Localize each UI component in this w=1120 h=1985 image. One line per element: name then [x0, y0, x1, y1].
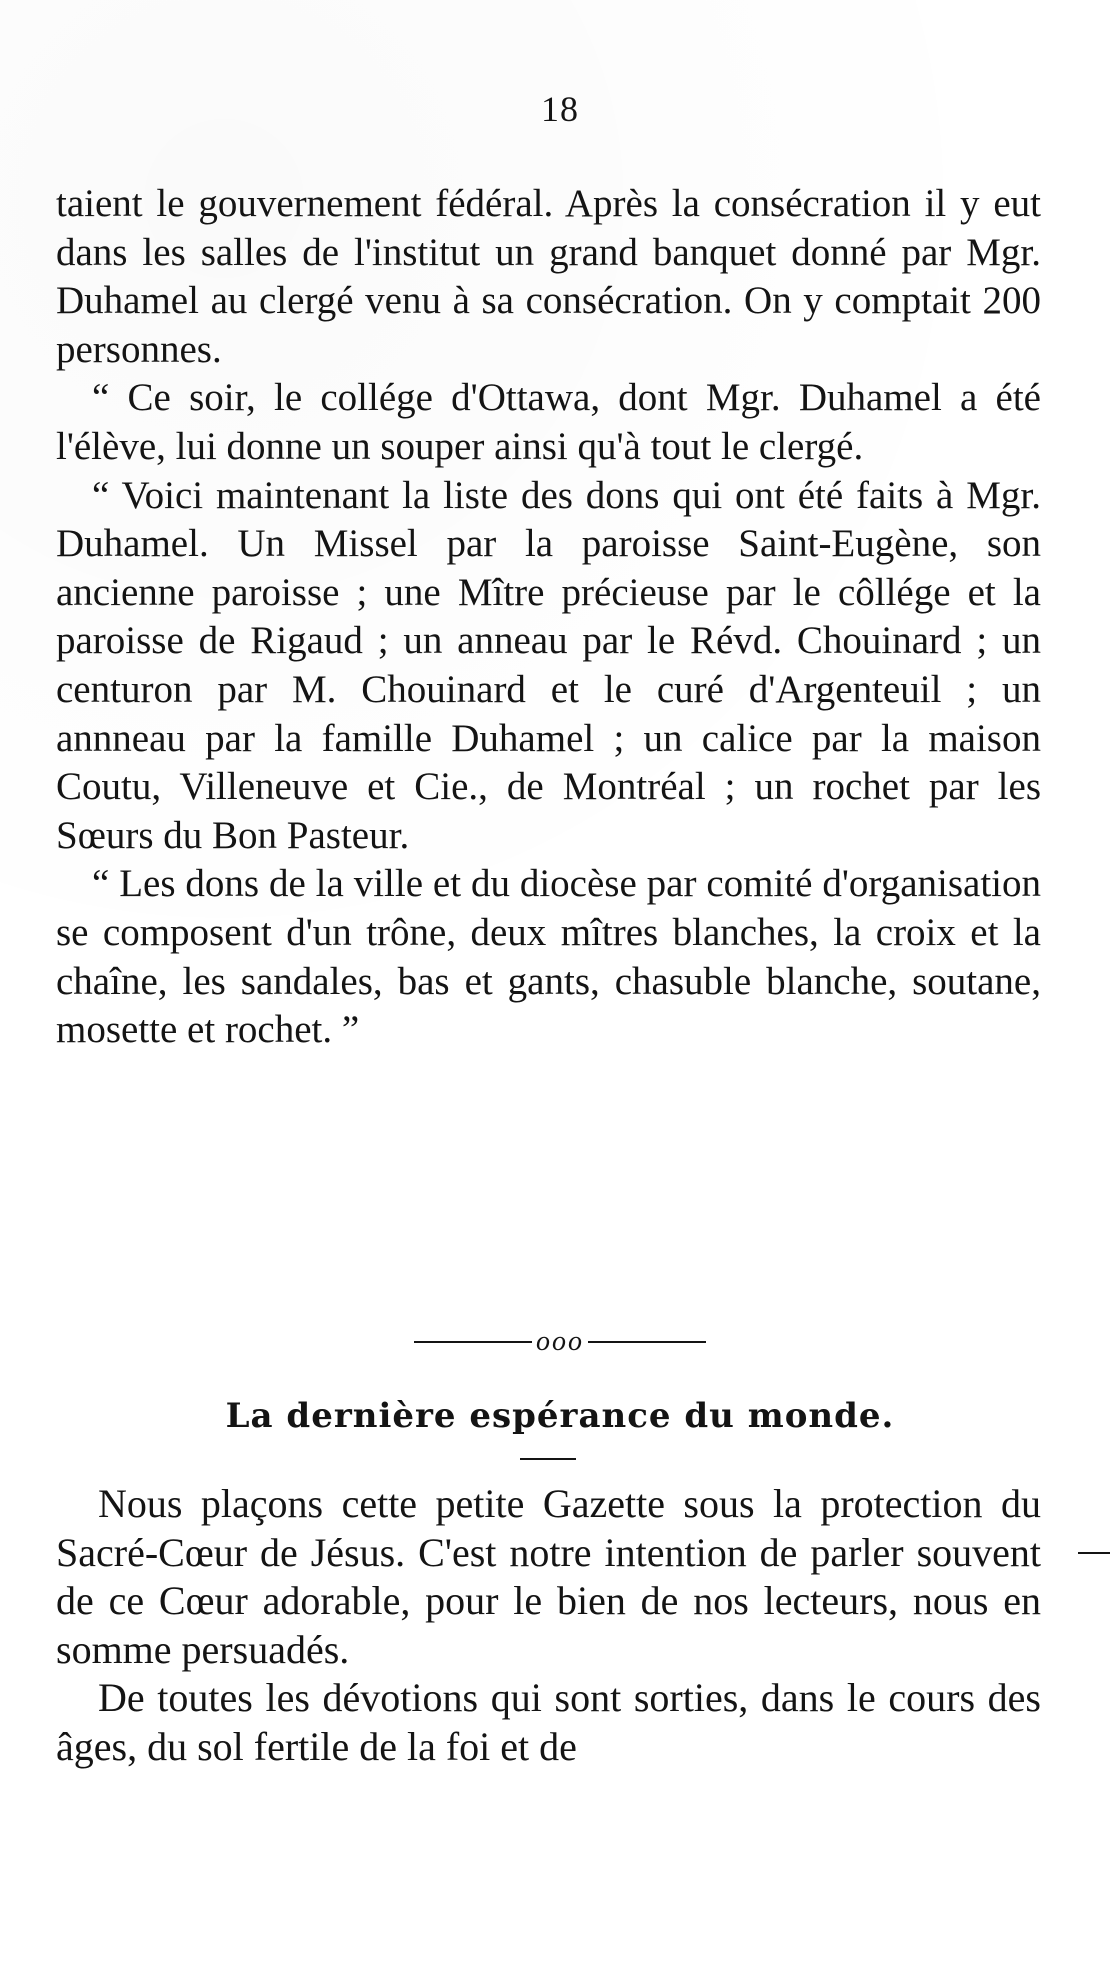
divider-ornament: ooo: [536, 1326, 584, 1357]
section-heading: La dernière espérance du monde.: [225, 1396, 895, 1436]
paragraph: taient le gouvernement fédéral. Après la consécration il y eut dans les salles de l'institut un grand banquet donné par Mgr. Duhamel au clergé venu à sa consécration. On y comptait 200 personnes.: [56, 182, 1041, 371]
paragraph: Nous plaçons cette petite Gazette sous la protection du Sacré-Cœur de Jésus. C'est notre intention de parler souvent de ce Cœur adorable, pour le bien de nos lecteurs, nous en somme persuadés.: [56, 1481, 1041, 1672]
heading-underline: [520, 1458, 576, 1460]
paragraph: De toutes les dévotions qui sont sorties, dans le cours des âges, du sol fertile de la foi et de: [56, 1675, 1041, 1769]
margin-mark: [1078, 1552, 1110, 1554]
paragraph: “ Ce soir, le collége d'Ottawa, dont Mgr. Duhamel a été l'élève, lui donne un souper ainsi qu'à tout le clergé.: [56, 376, 1041, 468]
article-continuation: [56, 180, 1041, 1055]
paragraph: “ Les dons de la ville et du diocèse par comité d'organisation se composent d'un trône, deux mîtres blanches, la croix et la chaîne, les sandales, bas et gants, chasuble blanche, soutane, mosette et rochet. ”: [56, 862, 1041, 1052]
paragraph: “ Voici maintenant la liste des dons qui ont été faits à Mgr. Duhamel. Un Missel par la paroisse Saint-Eugène, son ancienne paroisse ; une Mître précieuse par le côllége et la paroisse de Rigaud ; un anneau par le Révd. Chouinard ; un centuron par M. Chouinard et le curé d'Argenteuil ; un annneau par la famille Duhamel ; un calice par la maison Coutu, Villeneuve et Cie., de Montréal ; un rochet par les Sœurs du Bon Pasteur.: [56, 473, 1041, 857]
divider-rule-left: [414, 1341, 532, 1343]
section-divider: [0, 1322, 1120, 1362]
divider-rule-right: [588, 1341, 706, 1343]
page-number: 18: [541, 89, 579, 129]
section-body: [56, 1480, 1041, 1771]
